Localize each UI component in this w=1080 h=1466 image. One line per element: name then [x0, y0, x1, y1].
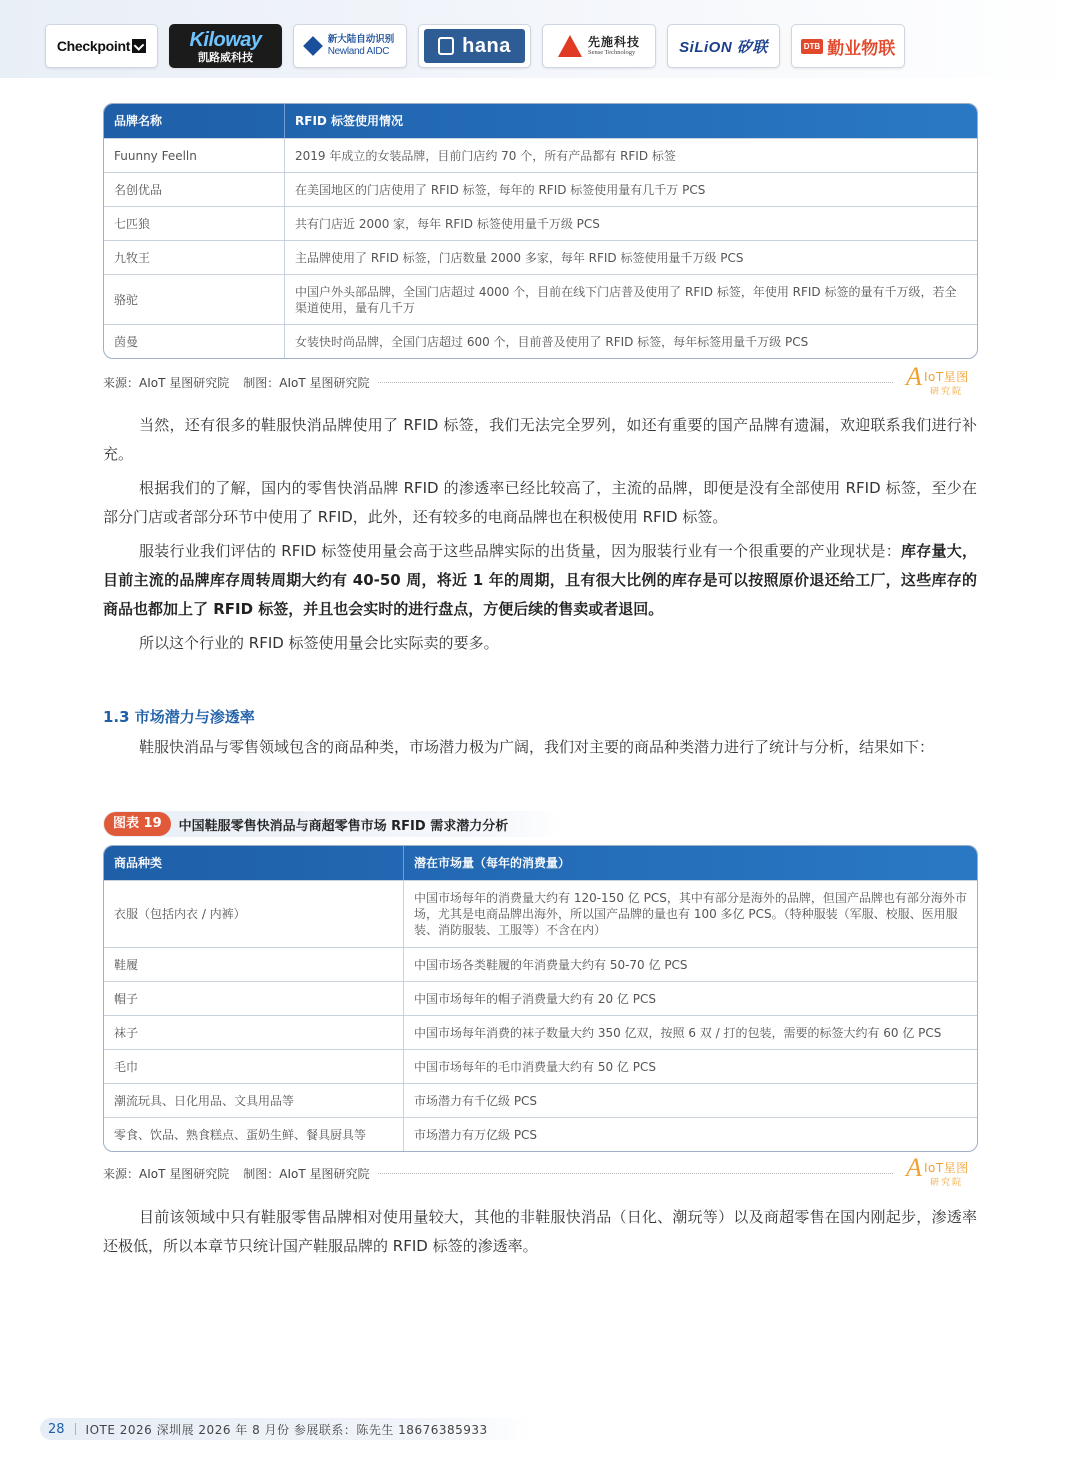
table-cell-brand: 骆驼	[114, 292, 139, 307]
table-cell-usage: 女装快时尚品牌，全国门店超过 600 个，目前普及使用了 RFID 标签，每年标签用量千万级 PCS	[284, 325, 977, 358]
table-cell-category: 潮流玩具、日化用品、文具用品等	[114, 1093, 295, 1108]
dtb-logo	[791, 24, 905, 68]
table-cell-category: 零食、饮品、熟食糕点、蛋奶生鲜、餐具厨具等	[114, 1127, 367, 1142]
table-cell-usage: 主品牌使用了 RFID 标签，门店数量 2000 多家，每年 RFID 标签使用量千万级 PCS	[284, 241, 977, 274]
checkpoint-logo	[45, 24, 158, 68]
sense-logo-text: 先施科技	[587, 34, 640, 49]
silion-logo-text: SiLiON 矽联	[679, 38, 768, 56]
table-source-line	[103, 374, 893, 390]
paragraph: 目前该领域中只有鞋服零售品牌相对使用量较大，其他的非鞋服快消品（日化、潮玩等）以及商超零售在国内刚起步，渗透率还极低，所以本章节只统计国产鞋服品牌的 RFID 标签的渗透率。	[103, 1208, 977, 1255]
table-cell-brand: 九牧王	[114, 250, 151, 265]
made-by-text: 制图：AIoT 星图研究院	[243, 1166, 370, 1181]
aiot-research-logo	[906, 1155, 976, 1189]
source-text: 来源：AIoT 星图研究院	[103, 375, 230, 390]
table-row	[104, 1015, 977, 1049]
table-row	[104, 1083, 977, 1117]
sense-triangle-icon	[558, 35, 582, 57]
aiot-logo-sub: 研究院	[930, 1178, 964, 1188]
table-cell-potential: 中国市场每年的消费量大约有 120-150 亿 PCS，其中有部分是海外的品牌，但国产品牌也有部分海外市场，尤其是电商品牌出海外，所以国产品牌的量也有 100 多亿 PCS。（特种服装（军服、校服、医用服装、消防服装、工服等）不含在内）	[403, 881, 977, 947]
sense-logo-sub: Sense Technology	[587, 49, 636, 57]
hana-logo-text: hana	[462, 34, 511, 57]
table-header-cell: 商品种类	[114, 856, 163, 870]
page-number: 28	[48, 1421, 65, 1437]
aiot-research-logo	[906, 364, 976, 398]
table-cell-potential: 中国市场每年的帽子消费量大约有 20 亿 PCS	[403, 982, 977, 1015]
table-row	[104, 324, 977, 358]
made-by-text: 制图：AIoT 星图研究院	[243, 375, 370, 390]
table-cell-potential: 中国市场每年的毛巾消费量大约有 50 亿 PCS	[403, 1050, 977, 1083]
newland-diamond-icon	[303, 36, 323, 56]
table-cell-brand: 七匹狼	[114, 216, 151, 231]
table-cell-brand: 茵曼	[114, 334, 139, 349]
table-source-line	[103, 1165, 893, 1181]
table-header-cell: 潜在市场量（每年的消费量）	[403, 846, 977, 880]
table-cell-category: 衣服（包括内衣 / 内裤）	[114, 907, 246, 921]
table-cell-usage: 中国户外头部品牌，全国门店超过 4000 个，目前在线下门店普及使用了 RFID 标签，年使用 RFID 标签的量有千万级，若全渠道使用，量有几千万	[284, 275, 977, 324]
figure-number-badge: 图表 19	[104, 812, 171, 836]
dotted-divider	[378, 1173, 894, 1174]
footer-info: IOTE 2026 深圳展 2026 年 8 月份 参展联系：陈先生 18676385933	[85, 1422, 488, 1437]
paragraph: 所以这个行业的 RFID 标签使用量会比实际卖的要多。	[139, 634, 499, 652]
aiot-logo-glyph: A	[906, 1153, 922, 1182]
table-row	[104, 1117, 977, 1151]
table-cell-usage: 2019 年成立的女装品牌，目前门店约 70 个，所有产品都有 RFID 标签	[284, 139, 977, 172]
table-row	[104, 172, 977, 206]
table-header-cell: RFID 标签使用情况	[284, 104, 977, 138]
table-row	[104, 138, 977, 172]
kiloway-logo-sub: 凯路威科技	[198, 50, 253, 64]
sponsor-logo-bar	[0, 0, 1080, 78]
paragraph-emphasis: 库存量大，目前主流的品牌库存周转周期大约有 40-50 周，将近 1 年的周期，且有很大比例的库存是可以按照原价退还给工厂，这些库存的商品也都加上了 RFID 标签，并且也会实时的进行盘点，方便后续的售卖或者退回。	[103, 542, 977, 618]
footer-divider	[75, 1423, 76, 1435]
paragraph-lead: 服装行业我们评估的 RFID 标签使用量会高于这些品牌实际的出货量，因为服装行业有一个很重要的产业现状是：	[139, 542, 901, 560]
table-row	[104, 981, 977, 1015]
paragraph: 鞋服快消品与零售领域包含的商品种类，市场潜力极为广阔，我们对主要的商品种类潜力进行了统计与分析，结果如下：	[139, 738, 935, 756]
table-cell-category: 鞋履	[114, 957, 139, 972]
newland-logo-text: 新大陆自动识别	[327, 34, 395, 46]
table-cell-category: 帽子	[114, 991, 139, 1006]
table-cell-brand: Fuunny Feelln	[114, 148, 197, 163]
paragraph: 根据我们的了解，国内的零售快消品牌 RFID 的渗透率已经比较高了，主流的品牌，即便是没有全部使用 RFID 标签，至少在部分门店或者部分环节中使用了 RFID，此外，还有较多的电商品牌也在积极使用 RFID 标签。	[103, 479, 977, 526]
table-row	[104, 240, 977, 274]
table-row	[104, 274, 977, 324]
page-footer	[40, 1418, 532, 1440]
table-cell-usage: 在美国地区的门店使用了 RFID 标签，每年的 RFID 标签使用量有几千万 PCS	[284, 173, 977, 206]
checkpoint-logo-text: Checkpoint	[56, 38, 131, 54]
table-header-row	[104, 104, 977, 138]
hana-mark-icon	[438, 37, 454, 55]
aiot-logo-text: IoT星图	[924, 1161, 969, 1175]
kiloway-logo	[169, 24, 282, 68]
table-header-cell: 品牌名称	[114, 114, 163, 128]
dotted-divider	[378, 382, 894, 383]
newland-logo-sub: Newland AIDC	[327, 45, 390, 57]
table-cell-brand: 名创优品	[114, 182, 163, 197]
silion-logo	[667, 24, 780, 68]
aiot-logo-text: IoT星图	[924, 370, 969, 384]
table-cell-potential: 市场潜力有万亿级 PCS	[403, 1118, 977, 1151]
source-text: 来源：AIoT 星图研究院	[103, 1166, 230, 1181]
table-cell-category: 毛巾	[114, 1059, 139, 1074]
dtb-logo-text: 勤业物联	[827, 38, 896, 59]
table-cell-potential: 市场潜力有千亿级 PCS	[403, 1084, 977, 1117]
aiot-logo-sub: 研究院	[930, 387, 964, 397]
figure-title: 中国鞋服零售快消品与商超零售市场 RFID 需求潜力分析	[178, 818, 509, 834]
table-row	[104, 947, 977, 981]
table-row	[104, 206, 977, 240]
market-potential-table	[103, 845, 978, 1152]
kiloway-logo-text: Kiloway	[189, 28, 262, 51]
hana-logo	[418, 24, 531, 68]
brand-rfid-table	[103, 103, 978, 359]
checkpoint-check-icon	[132, 39, 146, 53]
table-cell-category: 袜子	[114, 1025, 139, 1040]
table-cell-potential: 中国市场各类鞋履的年消费量大约有 50-70 亿 PCS	[403, 948, 977, 981]
table-row	[104, 880, 977, 947]
newland-logo	[293, 24, 407, 68]
table-row	[104, 1049, 977, 1083]
aiot-logo-glyph: A	[906, 362, 922, 391]
figure-caption	[103, 811, 563, 837]
sense-logo	[542, 24, 656, 68]
section-title: 1.3 市场潜力与渗透率	[103, 708, 255, 726]
table-cell-usage: 共有门店近 2000 家，每年 RFID 标签使用量千万级 PCS	[284, 207, 977, 240]
dtb-badge: DTB	[801, 39, 823, 54]
paragraph	[103, 537, 977, 624]
paragraph: 当然，还有很多的鞋服快消品牌使用了 RFID 标签，我们无法完全罗列，如还有重要的国产品牌有遗漏，欢迎联系我们进行补充。	[103, 416, 977, 463]
table-cell-potential: 中国市场每年消费的袜子数量大约 350 亿双，按照 6 双 / 打的包装，需要的标签大约有 60 亿 PCS	[403, 1016, 977, 1049]
table-header-row	[104, 846, 977, 880]
